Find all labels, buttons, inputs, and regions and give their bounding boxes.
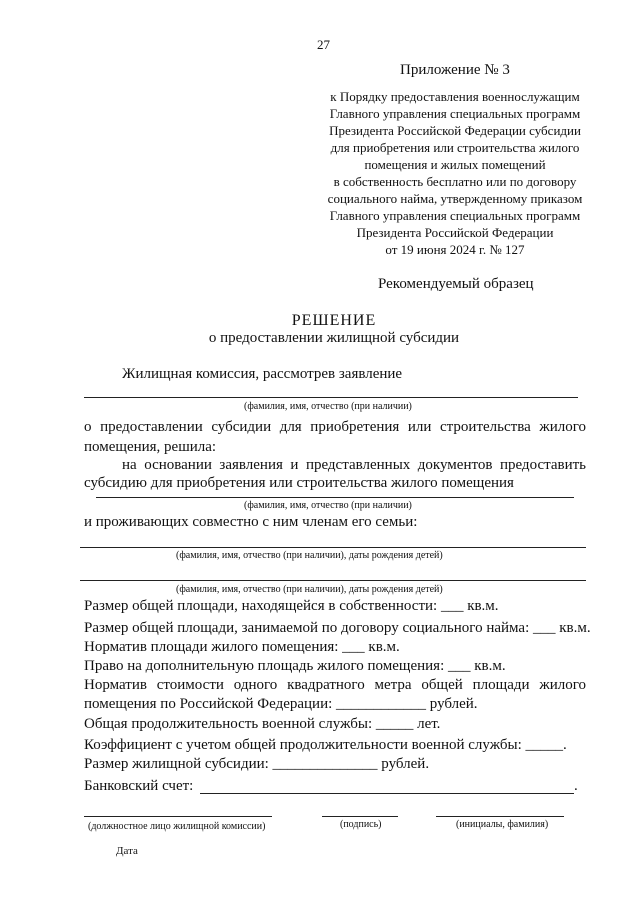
- para1-line1: о предоставлении субсидии для приобретения или строительства жилого: [84, 419, 586, 435]
- appendix-line: в собственность бесплатно или по договору: [333, 174, 577, 189]
- doc-title: РЕШЕНИЕ: [291, 312, 377, 329]
- family-underline-2: [80, 580, 586, 581]
- fio-caption: (фамилия, имя, отчество (при наличии): [244, 401, 412, 412]
- appendix-line: Президента Российской Федерации субсидии: [329, 123, 581, 138]
- initials-caption: (инициалы, фамилия): [456, 819, 549, 830]
- para2-line2: субсидию для приобретения или строительства жилого помещения: [84, 475, 514, 491]
- signature-caption: (подпись): [340, 819, 382, 830]
- family-caption-2: (фамилия, имя, отчество (при наличии), даты рождения детей): [176, 584, 443, 595]
- field-coef: Коэффициент с учетом общей продолжительности военной службы: _____.: [84, 737, 567, 753]
- family-line: и проживающих совместно с ним членам его семьи:: [84, 514, 418, 530]
- appendix-line: от 19 июня 2024 г. № 127: [385, 242, 525, 257]
- field-cost-line2: помещения по Российской Федерации: ____________ рублей.: [84, 696, 478, 712]
- fio2-caption: (фамилия, имя, отчество (при наличии): [244, 500, 412, 511]
- family-underline-1: [80, 547, 586, 548]
- field-social-area: Размер общей площади, занимаемой по договору социального найма: ___ кв.м.: [84, 620, 591, 636]
- para2-line1: на основании заявления и представленных документов предоставить: [122, 457, 586, 473]
- field-service: Общая продолжительность военной службы: _____ лет.: [84, 716, 441, 732]
- field-account: Банковский счет:: [84, 778, 194, 794]
- family-caption-1: (фамилия, имя, отчество (при наличии), даты рождения детей): [176, 550, 443, 561]
- account-period: .: [574, 778, 578, 794]
- field-subsidy: Размер жилищной субсидии: ______________ рублей.: [84, 756, 430, 772]
- sample-label: Рекомендуемый образец: [378, 276, 534, 292]
- appendix-line: к Порядку предоставления военнослужащим: [330, 89, 580, 104]
- signature-underline: [322, 816, 398, 817]
- appendix-line: помещения и жилых помещений: [364, 157, 546, 172]
- fio-underline: [84, 397, 578, 398]
- appendix-line: Главного управления специальных программ: [329, 106, 581, 121]
- appendix-block: [325, 88, 585, 258]
- intro-text: Жилищная комиссия, рассмотрев заявление: [122, 366, 403, 382]
- account-underline: [200, 793, 574, 794]
- doc-subtitle: о предоставлении жилищной субсидии: [208, 330, 460, 346]
- para1-line2: помещения, решила:: [84, 439, 217, 455]
- initials-underline: [436, 816, 564, 817]
- field-norm-area: Норматив площади жилого помещения: ___ кв.м.: [84, 639, 400, 655]
- official-underline: [84, 816, 272, 817]
- appendix-line: Главного управления специальных программ: [329, 208, 581, 223]
- official-caption: (должностное лицо жилищной комиссии): [88, 821, 266, 832]
- appendix-line: для приобретения или строительства жилого: [330, 140, 580, 155]
- appendix-title: Приложение № 3: [400, 62, 510, 78]
- field-extra-area: Право на дополнительную площадь жилого помещения: ___ кв.м.: [84, 658, 506, 674]
- date-label: Дата: [116, 845, 138, 857]
- fio2-underline: [96, 497, 574, 498]
- page-number: 27: [317, 37, 330, 52]
- appendix-line: социального найма, утвержденному приказом: [327, 191, 583, 206]
- appendix-line: Президента Российской Федерации: [356, 225, 554, 240]
- field-cost-line1: Норматив стоимости одного квадратного метра общей площади жилого: [84, 677, 586, 693]
- field-owned-area: Размер общей площади, находящейся в собственности: ___ кв.м.: [84, 598, 499, 614]
